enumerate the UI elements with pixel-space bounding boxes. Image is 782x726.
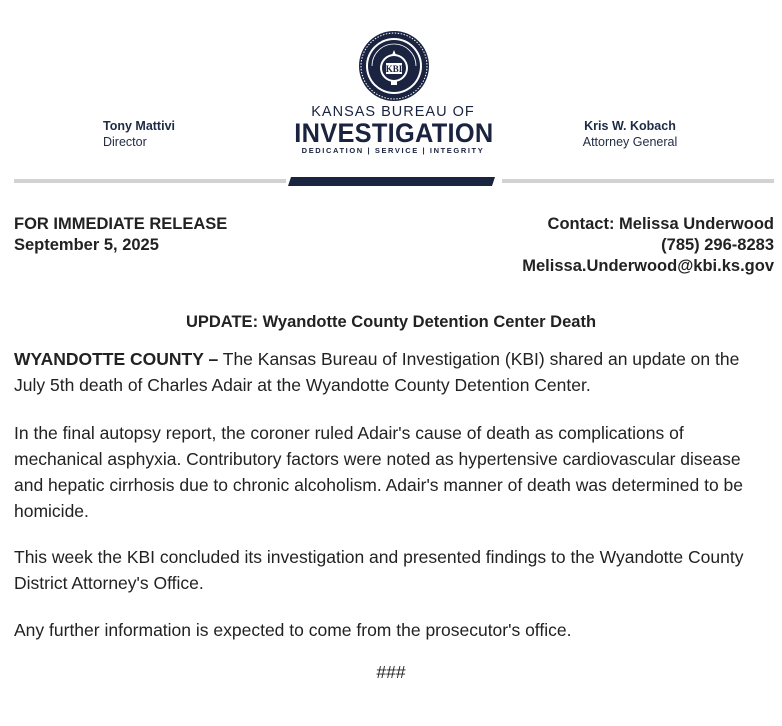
contact-name: Contact: Melissa Underwood [547,215,774,233]
dateline: WYANDOTTE COUNTY – [14,349,219,369]
director-block [103,118,175,150]
attorney-general-title: Attorney General [582,135,678,149]
letterhead-rule-center [288,177,498,186]
agency-name-line2: INVESTIGATION [294,118,494,148]
paragraph-4: Any further information is expected to come from the prosecutor's office. [14,620,572,640]
paragraph-3: This week the KBI concluded its investigation and presented findings to the Wyandotte County District Attorney's Office. [14,547,744,593]
paragraph-1 [14,346,772,398]
press-release-headline: UPDATE: Wyandotte County Detention Center Death [185,313,597,331]
paragraph-2: In the final autopsy report, the coroner ruled Adair's cause of death as complications of mechanical asphyxia. Contributory factors were noted as hypertensive cardiovascular disease and hepatic cirrhosis due to chronic alcoholism. Adair's manner of death was determined to be homicide. [14,423,744,521]
agency-tagline: DEDICATION | SERVICE | INTEGRITY [301,146,485,155]
svg-text:KBI: KBI [385,64,403,74]
release-label: FOR IMMEDIATE RELEASE [14,215,228,233]
attorney-general-name: Kris W. Kobach [584,119,676,133]
letterhead-rule-right [502,179,774,183]
release-date: September 5, 2025 [14,236,159,254]
director-title: Director [103,135,147,149]
kbi-seal-logo [358,30,430,102]
agency-name-line1: KANSAS BUREAU OF [311,104,475,120]
contact-phone: (785) 296-8283 [661,236,774,254]
attorney-general-block [574,118,686,150]
release-info [14,214,227,256]
end-of-release-mark: ### [376,662,406,682]
paragraph-1-text: The Kansas Bureau of Investigation (KBI) shared an update on the July 5th death of Charles Adair at the Wyandotte County Detention Center. [14,349,740,395]
director-name: Tony Mattivi [103,119,175,133]
letterhead-rule-left [14,179,286,183]
contact-email: Melissa.Underwood@kbi.ks.gov [522,257,774,275]
contact-info [522,214,774,277]
